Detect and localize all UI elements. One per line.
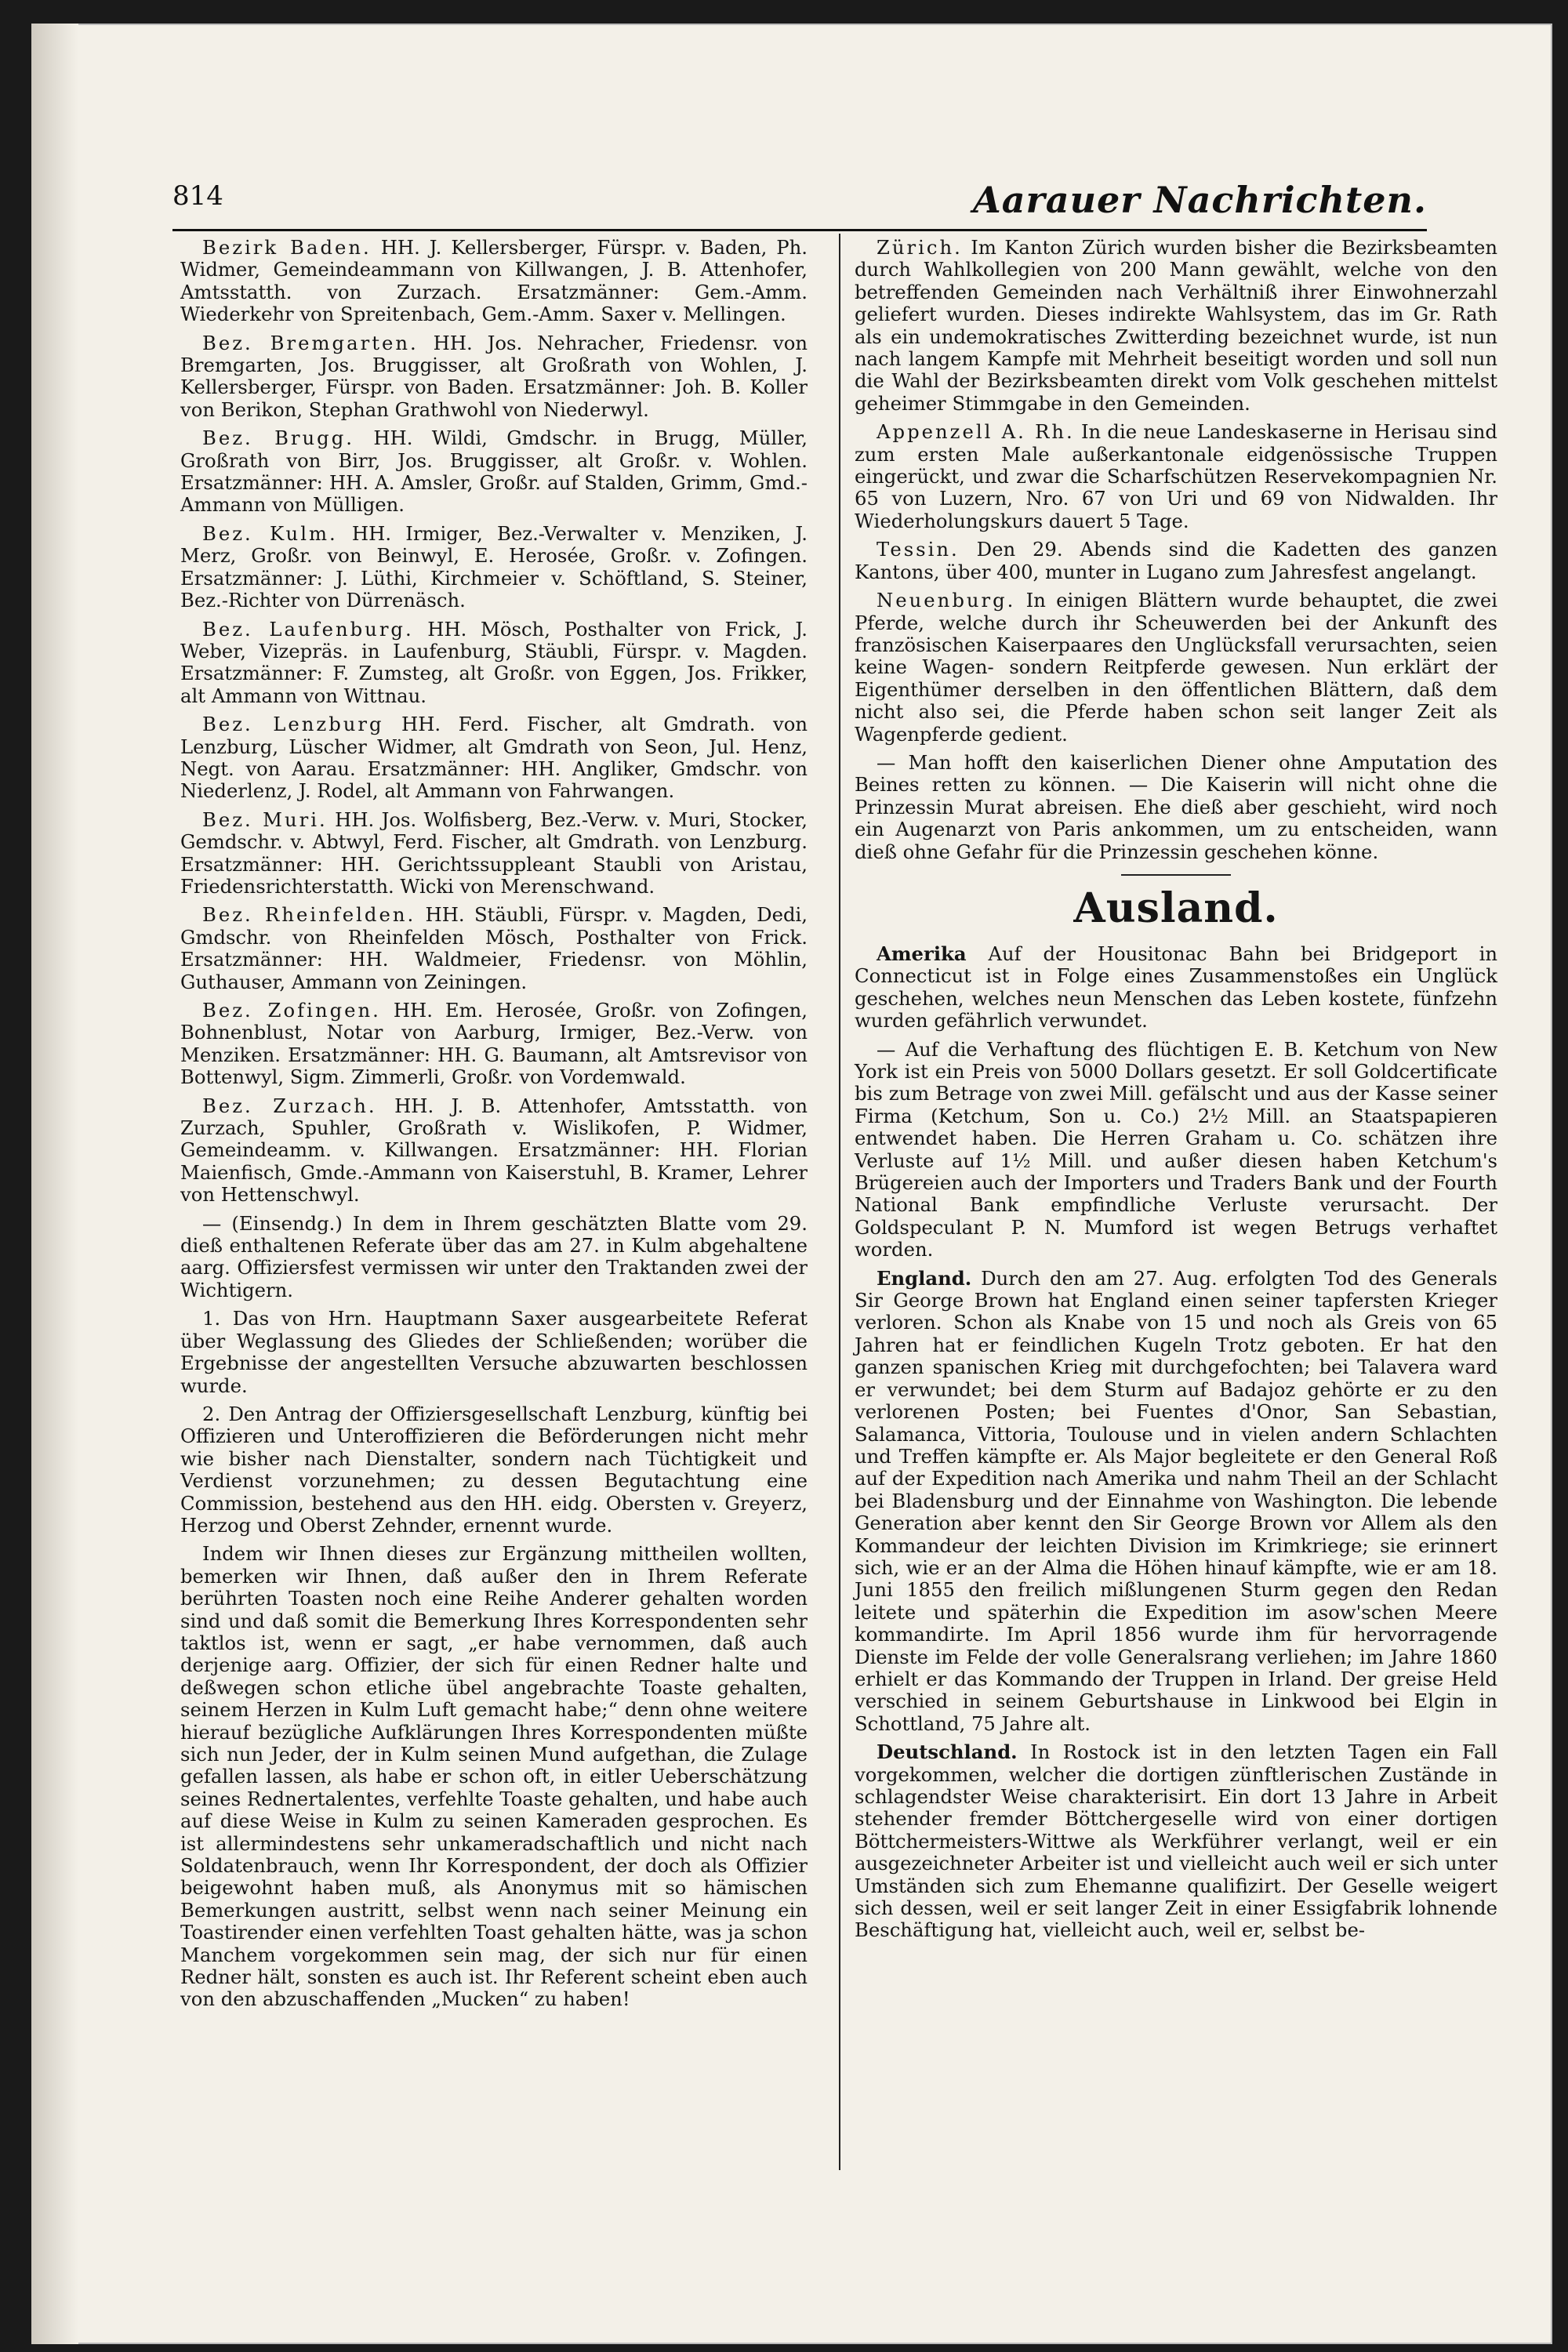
left-column	[180, 237, 808, 2017]
article-paragraph	[855, 1741, 1497, 1942]
article-paragraph	[180, 1000, 808, 1089]
foreign-news	[855, 943, 1497, 1942]
paragraph-text: 2. Den Antrag der Offiziersgesellschaft Lenzburg, künftig bei Offizieren und Unteroffizieren die Beförderungen nicht mehr wie bisher nach Dienstalter, sondern nach Tüchtigkeit und Verdienst vorzunehmen; zu dessen Begutachtung eine Commission, bestehend aus den HH. eidg. Obersten v. Greyerz, Herzog und Oberst Zehnder, ernennt wurde.	[180, 1402, 808, 1537]
article-paragraph	[855, 539, 1497, 583]
paragraph-lead: Bez. Laufenburg.	[202, 617, 414, 641]
section-heading-ausland: Ausland.	[1073, 884, 1279, 932]
column-divider	[839, 234, 840, 2170]
paragraph-lead: Bezirk Baden.	[202, 236, 372, 259]
paragraph-text: HH. Jos. Wolfisberg, Bez.-Verw. v. Muri, Stocker, Gemdschr. v. Abtwyl, Ferd. Fischer, alt Gmdrath. von Lenzburg. Ersatzmänner: HH. Gerichtssuppleant Staubli von Aristau, Friedensrichterstatth. Wicki von Merenschwand.	[180, 808, 808, 898]
paragraph-lead: Amerika	[877, 942, 967, 965]
paragraph-text: 1. Das von Hrn. Hauptmann Saxer ausgearbeitete Referat über Weglassung des Gliedes der Schließenden; worüber die Ergebnisse der angestellten Versuche abzuwarten beschlossen wurde.	[180, 1307, 808, 1397]
article-paragraph	[855, 943, 1497, 1033]
article-paragraph	[855, 237, 1497, 415]
header-rule	[172, 229, 1427, 231]
page-header	[172, 180, 1427, 227]
paragraph-text: HH. J. B. Attenhofer, Amtsstatth. von Zurzach, Spuhler, Großrath v. Wislikofen, P. Widmer, Gemeindeamm. v. Killwangen. Ersatzmänner: HH. Florian Maienfisch, Gmde.-Ammann von Kaiserstuhl, B. Kramer, Lehrer von Hettenschwyl.	[180, 1094, 808, 1207]
paragraph-text: HH. J. Kellersberger, Fürspr. v. Baden, Ph. Widmer, Gemeindeammann von Killwangen, J. B. Attenhofer, Amtsstatth. von Zurzach. Ersatzmänner: Gem.-Amm. Wiederkehr von Spreitenbach, Gem.-Amm. Saxer v. Mellingen.	[180, 236, 808, 326]
paragraph-lead: Tessin.	[877, 538, 960, 561]
article-paragraph	[180, 237, 808, 326]
page-number: 814	[172, 180, 223, 212]
article-paragraph	[180, 1095, 808, 1207]
paragraph-text: HH. Jos. Nehracher, Friedensr. von Bremgarten, Jos. Bruggisser, alt Großrath von Wohlen, J. Kellersberger, Fürspr. von Baden. Ersatzmänner: Joh. B. Koller von Berikon, Stephan Grathwohl von Niederwyl.	[180, 331, 808, 421]
paragraph-lead: Bez. Muri.	[202, 808, 328, 831]
article-paragraph	[180, 1543, 808, 2011]
section-divider	[1121, 874, 1231, 876]
paragraph-text: Indem wir Ihnen dieses zur Ergänzung mittheilen wollten, bemerken wir Ihnen, daß außer den in Ihrem Referate berührten Toasten noch eine Reihe Anderer gehalten worden sind und daß somit die Bemerkung Ihres Korrespondenten sehr taktlos ist, wenn er sagt, „er habe vernommen, daß auch derjenige aarg. Offizier, der sich für einen Redner halte und deßwegen schon etliche übel angebrachte Toaste gehalten, seinem Herzen in Kulm Luft gemacht habe;“ denn ohne weitere hierauf bezügliche Aufklärungen Ihres Korrespondenten müßte sich nun Jeder, der in Kulm seinen Mund aufgethan, die Zulage gefallen lassen, als habe er schon oft, in eitler Ueberschätzung seines Rednertalentes, verfehlte Toaste gehalten, und habe auch auf diese Weise in Kulm zu seinen Kameraden gesprochen. Es ist allermindestens sehr unkameradschaftlich und nicht nach Soldatenbrauch, wenn Ihr Korrespondent, der doch als Offizier beigewohnt haben muß, als Anonymus mit so hämischen Bemerkungen austritt, selbst wenn nach seiner Meinung ein Toastirender einen verfehlten Toast gehalten hätte, was ja schon Manchem vorgekommen sein mag, der sich nur für einen Redner hält, sonsten es auch ist. Ihr Referent scheint eben auch von den abzuschaffenden „Mucken“ zu haben!	[180, 1542, 808, 2011]
paragraph-lead: Bez. Lenzburg	[202, 713, 384, 736]
article-paragraph	[180, 904, 808, 993]
paragraph-lead: Bez. Rheinfelden.	[202, 903, 416, 927]
paragraph-text: Den 29. Abends sind die Kadetten des ganzen Kantons, über 400, munter in Lugano zum Jahresfest angelangt.	[855, 538, 1497, 583]
article-paragraph	[855, 590, 1497, 746]
paragraph-lead: Bez. Kulm.	[202, 521, 338, 545]
article-paragraph	[180, 1213, 808, 1302]
article-paragraph	[855, 752, 1497, 863]
article-paragraph	[180, 619, 808, 708]
paragraph-text: HH. Wildi, Gmdschr. in Brugg, Müller, Großrath von Birr, Jos. Bruggisser, alt Großr. v. Wohlen. Ersatzmänner: HH. A. Amsler, Großr. auf Stalden, Grimm, Gmd.-Ammann von Mülligen.	[180, 426, 808, 517]
paragraph-text: Durch den am 27. Aug. erfolgten Tod des Generals Sir George Brown hat England einen seiner tapfersten Krieger verloren. Schon als Knabe von 15 und noch als Greis von 65 Jahren hat er feindlichen Kugeln Trotz geboten. Er hat den ganzen spanischen Krieg mit durchgefochten; bei Talavera ward er verwundet; bei dem Sturm auf Badajoz gehörte er zu den verlorenen Posten; bei Fuentes d'Onor, San Sebastian, Salamanca, Vittoria, Toulouse und in vielen andern Schlachten und Treffen kämpfte er. Als Major begleitete er den General Roß auf der Expedition nach Amerika und nahm Theil an der Schlacht bei Bladensburg und der Einnahme von Washington. Die lebende Generation aber kennt den Sir George Brown vor Allem als den Kommandeur der leichten Division im Krimkriege; sie erinnert sich, wie er an der Alma die Höhen hinauf kämpfte, wie er am 18. Juni 1855 den freilich mißlungenen Sturm gegen den Redan leitete und späterhin die Expedition im asow'schen Meere kommandirte. Im April 1856 wurde ihm für hervorragende Dienste im Felde der volle Generalsrang verliehen; im Jahre 1860 erhielt er das Kommando der Truppen in Irland. Der greise Held verschied in seinem Geburtshause in Linkwood bei Elgin in Schottland, 75 Jahre alt.	[855, 1266, 1497, 1735]
article-paragraph	[180, 523, 808, 612]
article-paragraph	[855, 1268, 1497, 1736]
article-paragraph	[855, 421, 1497, 532]
paragraph-lead: Neuenburg.	[877, 589, 1016, 612]
page-gutter-shadow	[31, 24, 78, 2344]
article-paragraph	[180, 1308, 808, 1397]
newspaper-title: Aarauer Nachrichten.	[973, 179, 1427, 221]
article-paragraph	[180, 1403, 808, 1537]
paragraph-lead: Bez. Zofingen.	[202, 999, 381, 1022]
article-paragraph	[180, 332, 808, 422]
paragraph-text: — (Einsendg.) In dem in Ihrem geschätzten Blatte vom 29. dieß enthaltenen Referate über das am 27. in Kulm abgehaltene aarg. Offiziersfest vermissen wir unter den Traktanden zwei der Wichtigern.	[180, 1211, 808, 1301]
paragraph-text: — Auf die Verhaftung des flüchtigen E. B. Ketchum von New York ist ein Preis von 5000 Dollars gesetzt. Er soll Goldcertificate bis zum Betrage von zwei Mill. gefälscht und aus der Kasse seiner Firma (Ketchum, Son u. Co.) 2½ Mill. an Staatspapieren entwendet haben. Die Herren Graham u. Co. schätzen ihre Verluste auf 1½ Mill. und außer diesen haben Ketchum's Brügereien auch der Importers und Traders Bank und der Fourth National Bank empfindliche Verluste verursacht. Der Goldspeculant P. N. Mumford ist wegen Betrugs verhaftet worden.	[855, 1037, 1497, 1261]
paragraph-lead: Bez. Brugg.	[202, 426, 355, 450]
paragraph-text: Im Kanton Zürich wurden bisher die Bezirksbeamten durch Wahlkollegien von 200 Mann gewählt, welche von den betreffenden Gemeinden nach Verhältniß ihrer Einwohnerzahl geliefert wurden. Dieses indirekte Wahlsystem, das im Gr. Rath als ein undemokratisches Zwitterding bezeichnet wurde, ist nun nach langem Kampfe mit Mehrheit beseitigt worden und soll nun die Wahl der Bezirksbeamten direkt vom Volk geschehen mittelst geheimer Stimmgabe in den Gemeinden.	[855, 236, 1497, 415]
article-paragraph	[180, 713, 808, 803]
paragraph-lead: Appenzell A. Rh.	[877, 420, 1075, 444]
right-column	[855, 237, 1497, 1948]
article-paragraph	[180, 809, 808, 898]
paragraph-text: In einigen Blättern wurde behauptet, die zwei Pferde, welche durch ihr Scheuwerden bei der Ankunft des französischen Kaiserpaares den Unglücksfall verursachten, seien keine Wagen- sondern Reitpferde gewesen. Nun erklärt der Eigenthümer derselben in den öffentlichen Blättern, daß dem nicht also sei, die Pferde haben schon seit langer Zeit als Wagenpferde gedient.	[855, 589, 1497, 746]
swiss-news	[855, 237, 1497, 863]
paragraph-text: Auf der Housitonac Bahn bei Bridgeport in Connecticut ist in Folge eines Zusammenstoßes ein Unglück geschehen, welches neun Menschen das Leben kostete, fünfzehn wurden gefährlich verwundet.	[855, 942, 1497, 1033]
paragraph-text: — Man hofft den kaiserlichen Diener ohne Amputation des Beines retten zu können. — Die Kaiserin will nicht ohne die Prinzessin Murat abreisen. Ehe dieß aber geschieht, wird noch ein Augenarzt von Paris ankommen, um zu entscheiden, wann dieß ohne Gefahr für die Prinzessin geschehen könne.	[855, 750, 1497, 863]
paragraph-text: In Rostock ist in den letzten Tagen ein Fall vorgekommen, welcher die dortigen zünftlerischen Zustände in schlagendster Weise charakterisirt. Ein dort 13 Jahre in Arbeit stehender fremder Böttchergeselle wird von einer dortigen Böttchermeisters-Wittwe als Werkführer verlangt, weil er ein ausgezeichneter Arbeiter ist und vielleicht auch weil er sich unter Umständen sich zum Ehemanne qualifizirt. Der Geselle weigert sich dessen, weil er seit langer Zeit in einer Essigfabrik lohnende Beschäftigung hat, vielleicht auch, weil er, selbst be-	[855, 1740, 1497, 1942]
paragraph-lead: Zürich.	[877, 236, 963, 259]
paragraph-text: HH. Mösch, Posthalter von Frick, J. Weber, Vizepräs. in Laufenburg, Stäubli, Fürspr. v. Magden. Ersatzmänner: F. Zumsteg, alt Großr. von Eggen, Jos. Frikker, alt Ammann von Wittnau.	[180, 617, 808, 707]
paragraph-lead: Bez. Bremgarten.	[202, 331, 419, 354]
article-paragraph	[180, 427, 808, 517]
article-paragraph	[855, 1039, 1497, 1261]
paragraph-lead: Bez. Zurzach.	[202, 1094, 377, 1117]
paragraph-lead: Deutschland.	[877, 1740, 1018, 1764]
paragraph-text: HH. Em. Herosée, Großr. von Zofingen, Bohnenblust, Notar von Aarburg, Irmiger, Bez.-Verw. von Menziken. Ersatzmänner: HH. G. Baumann, alt Amtsrevisor von Bottenwyl, Sigm. Zimmerli, Großr. von Vordemwald.	[180, 999, 808, 1089]
paragraph-text: In die neue Landeskaserne in Herisau sind zum ersten Male außerkantonale eidgenössische Truppen eingerückt, und zwar die Scharfschützen Reservekompagnien Nr. 65 von Luzern, Nro. 67 von Uri und 69 von Nidwalden. Ihr Wiederholungskurs dauert 5 Tage.	[855, 420, 1497, 532]
paragraph-text: HH. Irmiger, Bez.-Verwalter v. Menziken, J. Merz, Großr. von Beinwyl, E. Herosée, Großr. v. Zofingen. Ersatzmänner: J. Lüthi, Kirchmeier v. Schöftland, S. Steiner, Bez.-Richter von Dürrenäsch.	[180, 521, 808, 612]
newspaper-page	[31, 24, 1552, 2344]
paragraph-text: HH. Ferd. Fischer, alt Gmdrath. von Lenzburg, Lüscher Widmer, alt Gmdrath von Seon, Jul. Henz, Negt. von Aarau. Ersatzmänner: HH. Angliker, Gmdschr. von Niederlenz, J. Rodel, alt Ammann von Fahrwangen.	[180, 713, 808, 803]
paragraph-text: HH. Stäubli, Fürspr. v. Magden, Dedi, Gmdschr. von Rheinfelden Mösch, Posthalter von Frick. Ersatzmänner: HH. Waldmeier, Friedensr. von Möhlin, Guthauser, Ammann von Zeiningen.	[180, 903, 808, 993]
paragraph-lead: England.	[877, 1266, 972, 1290]
